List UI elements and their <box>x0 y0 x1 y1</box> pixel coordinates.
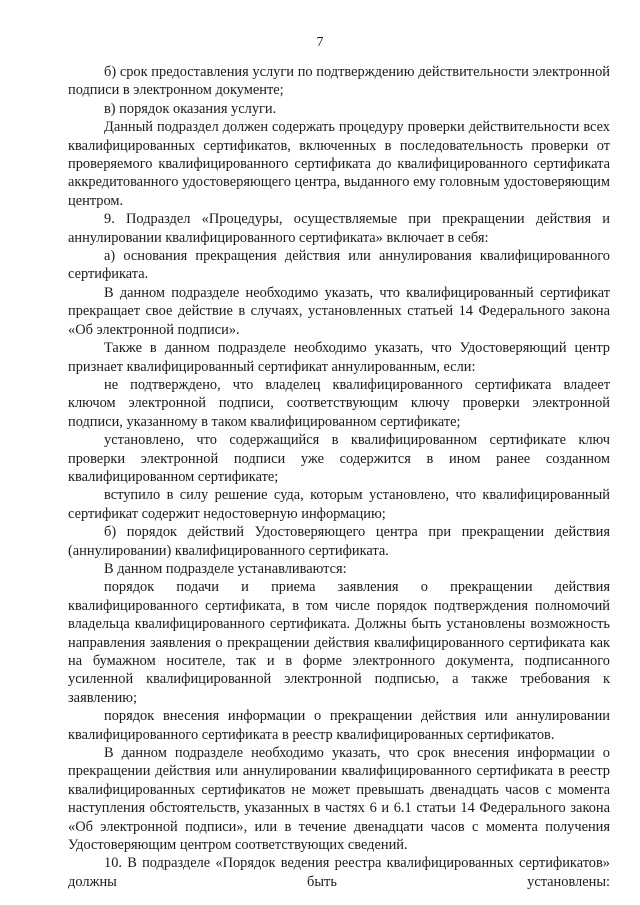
paragraph-termination-grounds: а) основания прекращения действия или аннулирования квалифицированного сертификата. <box>68 248 610 283</box>
paragraph-verification-procedure: Данный подраздел должен содержать процедуру проверки действительности всех квалифицированных сертификатов, включенных в последовательность проверки от проверяемого квалифицированного сертификата до квалифицированного сертификата аккредитованного удостоверяющего центра, выданного ему головным удостоверяющим центром. <box>68 119 610 209</box>
page-number: 7 <box>316 35 324 50</box>
paragraph-annulment-case-3: вступило в силу решение суда, которым установлено, что квалифицированный сертификат содержит недостоверную информацию; <box>68 487 610 522</box>
document-body <box>68 63 610 891</box>
paragraph-application-procedure: порядок подачи и приема заявления о прекращении действия квалифицированного сертификата, в том числе порядок подтверждения полномочий владельца квалифицированного сертификата. Должны быть установлены возможность направления заявления о прекращении действия квалифицированного сертификата как на бумажном носителе, так и в форме электронного документа, подписанного усиленной квалифицированной электронной подписью, а также требования к заявлению; <box>68 579 610 706</box>
paragraph-section-10: 10. В подразделе «Порядок ведения реестра квалифицированных сертификатов» должны быть установлены: <box>68 855 610 890</box>
paragraph-center-actions: б) порядок действий Удостоверяющего центра при прекращении действия (аннулировании) квалифицированного сертификата. <box>68 524 610 559</box>
paragraph-registry-entry: порядок внесения информации о прекращении действия или аннулировании квалифицированного сертификата в реестр квалифицированных сертификатов. <box>68 708 610 743</box>
paragraph-section-9: 9. Подраздел «Процедуры, осуществляемые при прекращении действия и аннулировании квалифицированного сертификата» включает в себя: <box>68 211 610 246</box>
paragraph-annulment-case-1: не подтверждено, что владелец квалифицированного сертификата владеет ключом электронной подписи, соответствующим ключу проверки электронной подписи, указанному в таком квалифицированном сертификате; <box>68 376 610 430</box>
paragraph-established-items: В данном подразделе устанавливаются: <box>104 560 347 577</box>
paragraph-annulment-intro: Также в данном подразделе необходимо указать, что Удостоверяющий центр признает квалифицированный сертификат аннулированным, если: <box>68 340 610 375</box>
paragraph-service-procedure: в) порядок оказания услуги. <box>104 100 277 117</box>
paragraph-annulment-case-2: установлено, что содержащийся в квалифицированном сертификате ключ проверки электронной подписи уже содержится в ином ранее созданном квалифицированном сертификате; <box>68 432 610 485</box>
paragraph-twelve-hours: В данном подразделе необходимо указать, что срок внесения информации о прекращении действия или аннулировании квалифицированного сертификата в реестр квалифицированных сертификатов не может превышать двенадцать часов с момента наступления обстоятельств, указанных в частях 6 и 6.1 статьи 14 Федерального закона «Об электронной подписи», или в течение двенадцати часов с момента получения Удостоверяющим центром соответствующих сведений. <box>68 745 610 854</box>
paragraph-article-14: В данном подразделе необходимо указать, что квалифицированный сертификат прекращает свое действие в случаях, установленных статьей 14 Федерального закона «Об электронной подписи». <box>68 284 610 338</box>
paragraph-term-of-service: б) срок предоставления услуги по подтверждению действительности электронной подписи в электронном документе; <box>68 64 610 99</box>
